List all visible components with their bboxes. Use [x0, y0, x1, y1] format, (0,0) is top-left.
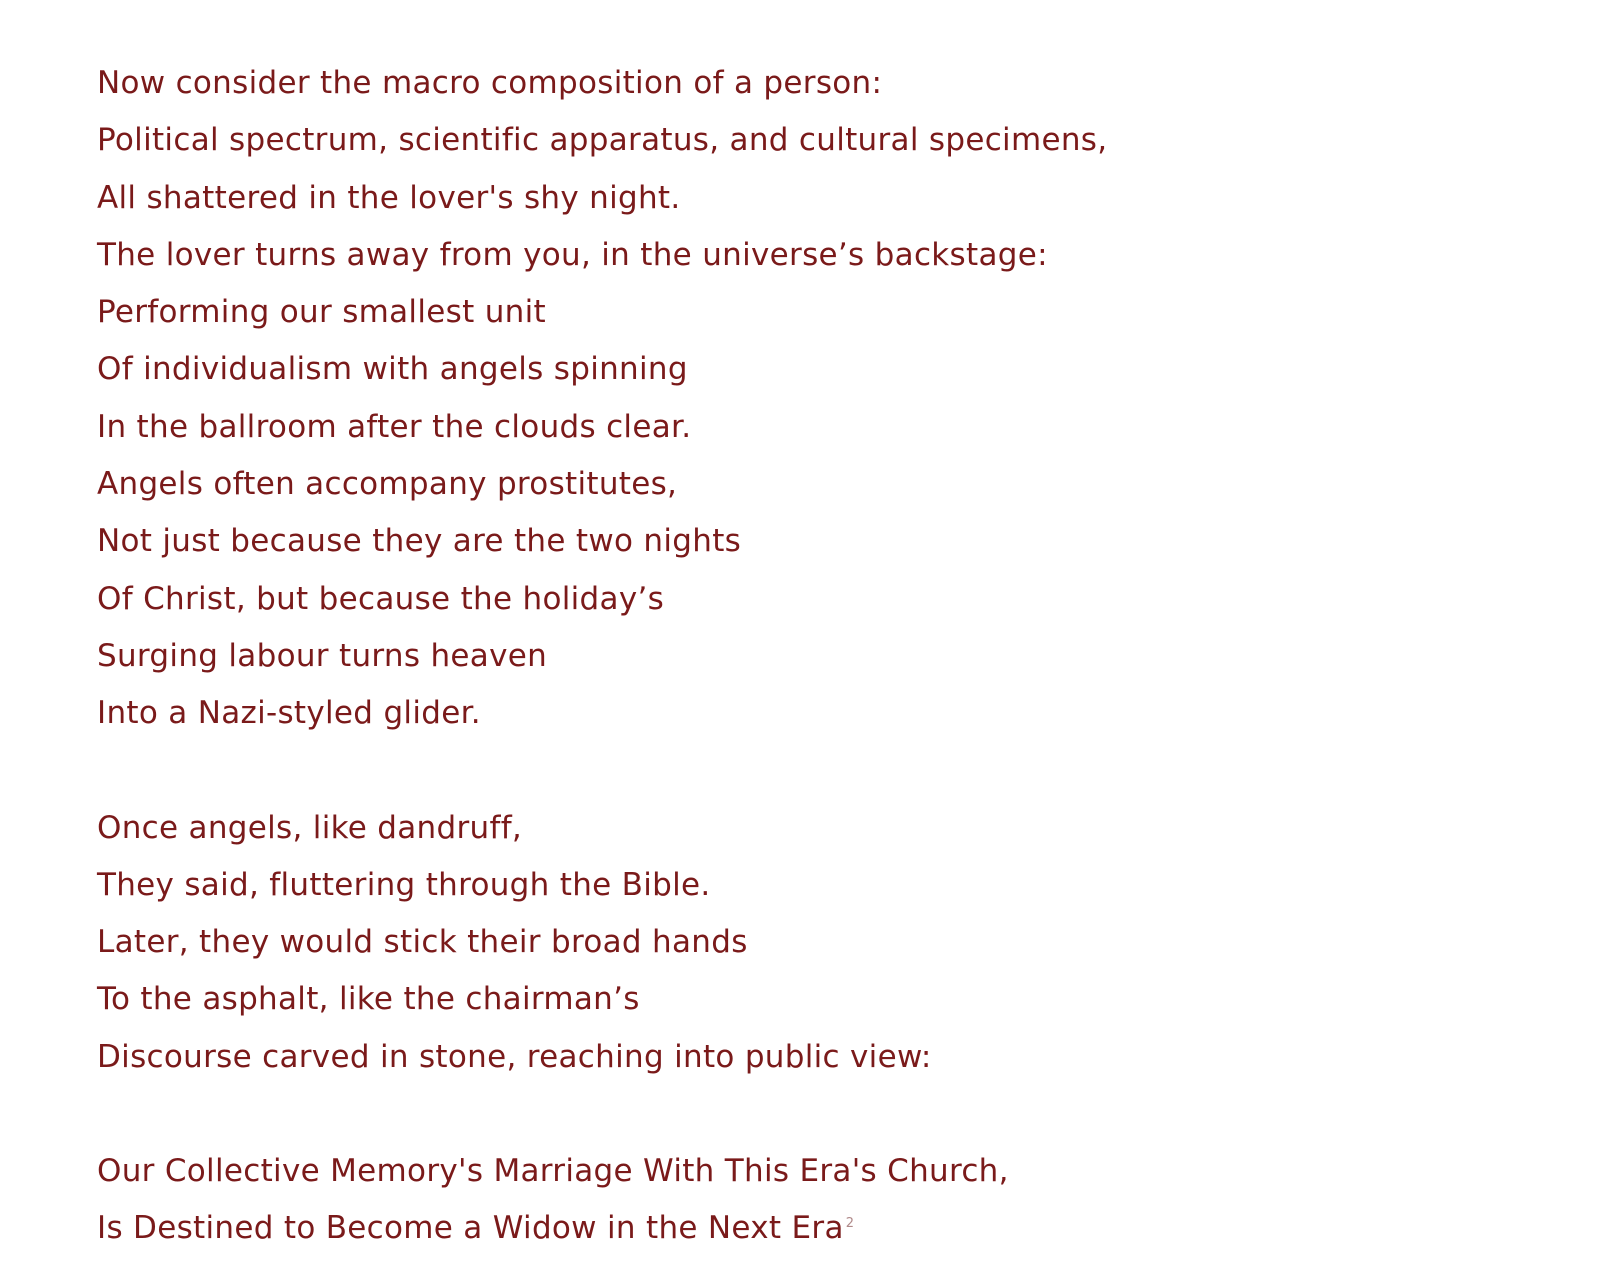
stanza-3: [97, 1148, 1107, 1263]
poem-line: Our Collective Memory's Marriage With This Era's Church,: [97, 1153, 1009, 1190]
poem-line: Not just because they are the two nights: [97, 523, 742, 560]
poem-line: Into a Nazi-styled glider.: [97, 695, 481, 732]
poem-line: Now consider the macro composition of a person:: [97, 65, 883, 101]
poem-line: Performing our smallest unit: [97, 294, 546, 331]
poem-line: Later, they would stick their broad hands: [97, 924, 748, 961]
poem-line: They said, fluttering through the Bible.: [97, 866, 711, 903]
poem-line: To the asphalt, like the chairman’s: [97, 981, 640, 1018]
poem-line: Angels often accompany prostitutes,: [97, 466, 678, 503]
poem-line: Once angels, like dandruff,: [97, 809, 523, 846]
poem-line: All shattered in the lover's shy night.: [97, 179, 681, 216]
poem-line: The lover turns away from you, in the universe’s backstage:: [97, 236, 1048, 273]
poem-body: [97, 60, 1107, 1263]
poem-line: Of Christ, but because the holiday’s: [97, 580, 665, 617]
poem-line-text: Is Destined to Become a Widow in the Next Era: [97, 1210, 844, 1247]
stanza-1: [97, 60, 1107, 748]
poem-line: Political spectrum, scientific apparatus, and cultural specimens,: [97, 122, 1108, 159]
poem-line-last: [97, 1205, 1107, 1262]
poem-line: In the ballroom after the clouds clear.: [97, 408, 692, 445]
poem-line: Discourse carved in stone, reaching into public view:: [97, 1038, 932, 1075]
poem-line: Of individualism with angels spinning: [97, 351, 688, 388]
footnote-reference[interactable]: 2: [845, 1216, 855, 1232]
poem-line: Surging labour turns heaven: [97, 637, 548, 674]
stanza-2: [97, 805, 1107, 1091]
